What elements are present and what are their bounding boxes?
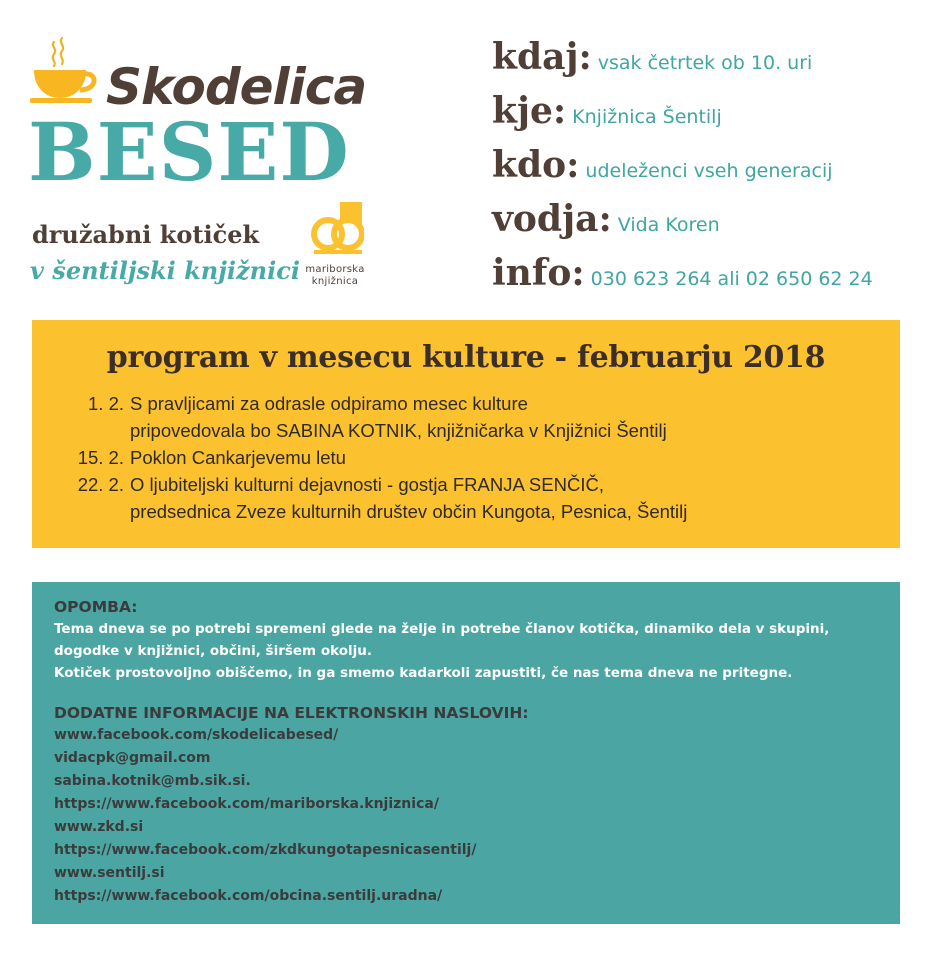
- info-value: Knjižnica Šentilj: [572, 106, 722, 128]
- mariborska-knjiznica-logo-icon: [310, 200, 364, 256]
- info-row-host: [492, 198, 720, 240]
- program-date: 15. 2.: [77, 447, 124, 468]
- info-row-when: [492, 36, 812, 78]
- program-line: predsednica Zveze kulturnih društev občin Kungota, Pesnica, Šentilj: [130, 501, 688, 522]
- info-key: info:: [492, 252, 585, 294]
- notes-heading: OPOMBA:: [54, 598, 138, 616]
- info-value: Vida Koren: [617, 214, 720, 236]
- program-item: [54, 390, 894, 444]
- contact-link[interactable]: sabina.kotnik@mb.sik.si.: [54, 773, 251, 789]
- info-key: kdaj:: [492, 36, 592, 78]
- program-description: [124, 390, 667, 444]
- contact-link[interactable]: www.zkd.si: [54, 819, 144, 835]
- contact-link[interactable]: vidacpk@gmail.com: [54, 750, 211, 766]
- info-row-who: [492, 144, 833, 186]
- logo-subtitle-2: v šentiljski knjižnici: [30, 256, 300, 285]
- notes-line: Kotiček prostovoljno obiščemo, in ga smemo kadarkoli zapustiti, če nas tema dneva ne pritegne.: [54, 665, 793, 681]
- contact-link[interactable]: https://www.facebook.com/zkdkungotapesnicasentilj/: [54, 842, 477, 858]
- program-list: [54, 390, 894, 525]
- program-item: [54, 444, 894, 471]
- program-line: S pravljicami za odrasle odpiramo mesec kulture: [130, 393, 528, 414]
- library-logo-text: [304, 264, 366, 288]
- contact-link[interactable]: https://www.facebook.com/mariborska.knjiznica/: [54, 796, 439, 812]
- info-key: kje:: [492, 90, 567, 132]
- program-line: Poklon Cankarjevemu letu: [130, 447, 346, 468]
- logo-title-main: BESED: [28, 105, 350, 199]
- program-line: O ljubiteljski kulturni dejavnosti - gostja FRANJA SENČIČ,: [130, 474, 604, 495]
- library-logo-line-1: mariborska: [305, 264, 365, 275]
- info-value: 030 623 264 ali 02 650 62 24: [590, 268, 873, 290]
- notes-content: [54, 596, 884, 908]
- info-value: udeleženci vseh generacij: [585, 160, 833, 182]
- program-item: [54, 471, 894, 525]
- program-date: 1. 2.: [88, 393, 124, 414]
- info-key: kdo:: [492, 144, 580, 186]
- event-logo: [22, 28, 372, 298]
- library-logo-line-2: knjižnica: [311, 276, 359, 287]
- info-value: vsak četrtek ob 10. uri: [597, 52, 813, 74]
- program-line: pripovedovala bo SABINA KOTNIK, knjižničarka v Knjižnici Šentilj: [130, 420, 667, 441]
- info-row-contact: [492, 252, 873, 294]
- links-heading: DODATNE INFORMACIJE NA ELEKTRONSKIH NASLOVIH:: [54, 704, 529, 722]
- notes-box: [32, 582, 900, 924]
- program-title: program v mesecu kulture - februarju 2018: [106, 340, 826, 375]
- spacer: [54, 684, 884, 702]
- contact-link[interactable]: www.facebook.com/skodelicabesed/: [54, 727, 339, 743]
- info-row-where: [492, 90, 722, 132]
- coffee-cup-icon: [28, 36, 100, 104]
- program-date: 22. 2.: [77, 474, 124, 495]
- notes-line: dogodke v knjižnici, občini, širšem okolju.: [54, 643, 372, 659]
- program-description: [124, 444, 346, 471]
- contact-link[interactable]: https://www.facebook.com/obcina.sentilj.uradna/: [54, 888, 443, 904]
- notes-line: Tema dneva se po potrebi spremeni glede na želje in potrebe članov kotička, dinamiko dela v skupini,: [54, 621, 830, 637]
- contact-link[interactable]: www.sentilj.si: [54, 865, 165, 881]
- program-box: [32, 320, 900, 548]
- logo-subtitle-1: družabni kotiček: [32, 220, 260, 249]
- program-description: [124, 471, 687, 525]
- logo-title-top: Skodelica: [106, 58, 367, 116]
- info-key: vodja:: [492, 198, 612, 240]
